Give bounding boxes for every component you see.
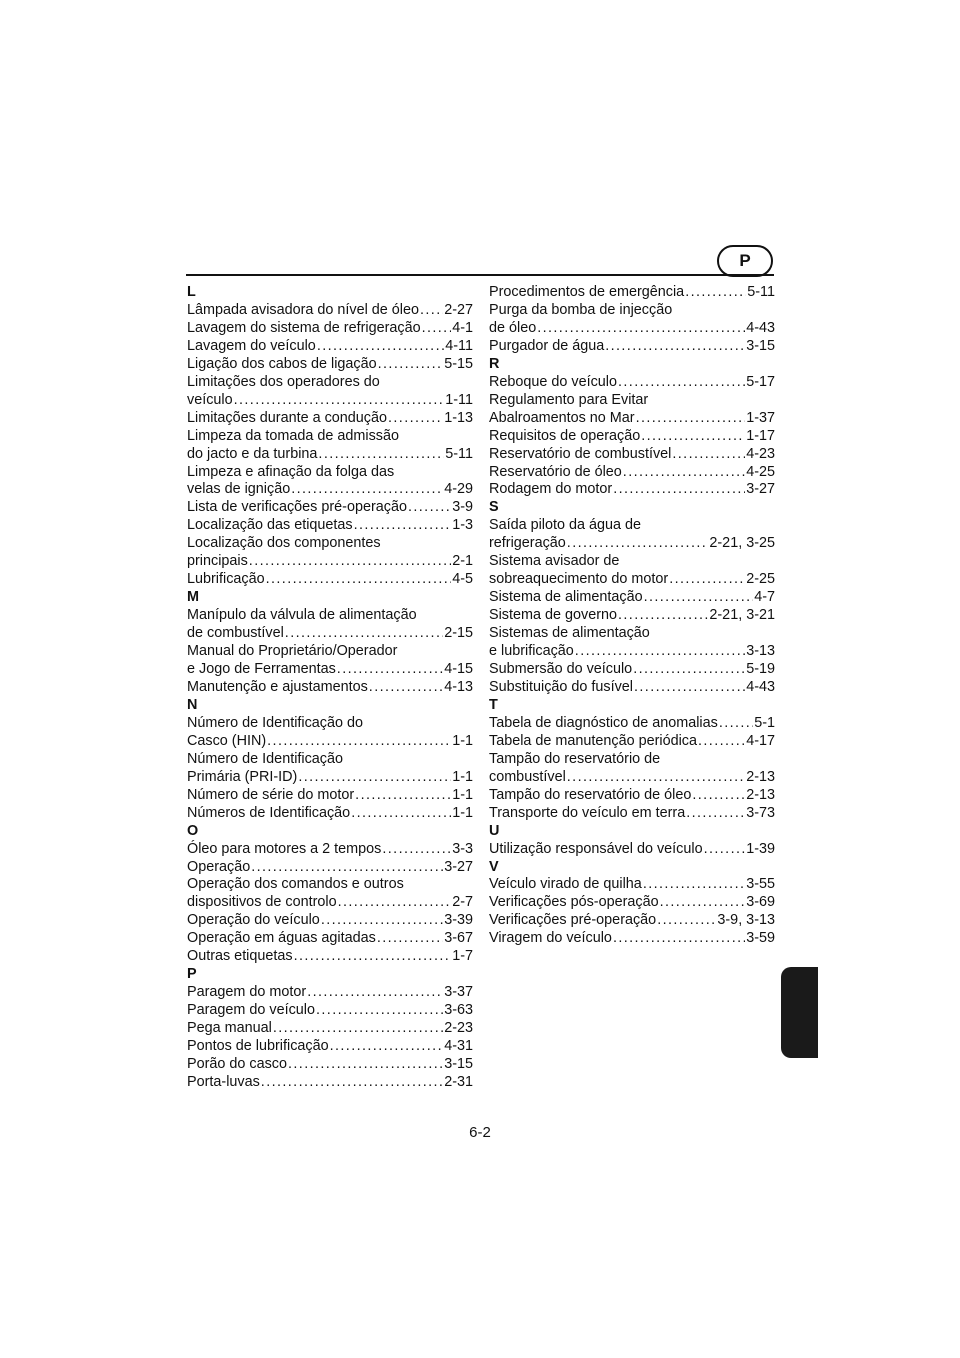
index-entry-text: Lâmpada avisadora do nível de óleo bbox=[187, 301, 420, 318]
index-entry-text: Operação dos comandos e outros bbox=[187, 876, 404, 893]
index-entry-text: Primária (PRI-ID) bbox=[187, 768, 298, 785]
index-entry-text: Outras etiquetas bbox=[187, 948, 293, 965]
index-letter-heading: M bbox=[187, 589, 199, 606]
index-page-ref: 3-27 bbox=[746, 481, 775, 498]
index-page-ref: 4-31 bbox=[444, 1038, 473, 1055]
index-entry bbox=[187, 553, 473, 571]
dot-leader bbox=[318, 446, 444, 464]
index-entry-text: Paragem do veículo bbox=[187, 1002, 315, 1019]
index-page-ref: 3-55 bbox=[746, 876, 775, 893]
index-entry bbox=[187, 733, 473, 751]
index-page-ref: 5-11 bbox=[747, 284, 775, 300]
index-page-ref: 2-15 bbox=[444, 625, 473, 642]
index-page-ref: 4-29 bbox=[444, 481, 473, 498]
index-page-ref: 2-23 bbox=[444, 1020, 473, 1037]
index-page-ref: 3-69 bbox=[746, 894, 775, 911]
dot-leader bbox=[657, 912, 716, 930]
index-entry-text: Utilização responsável do veículo bbox=[489, 840, 703, 857]
index-entry-text: Pega manual bbox=[187, 1020, 272, 1037]
index-entry bbox=[187, 625, 473, 643]
index-entry bbox=[187, 769, 473, 787]
dot-leader bbox=[337, 661, 443, 679]
index-entry bbox=[489, 679, 775, 697]
index-entry bbox=[489, 661, 775, 679]
index-entry-text: Limpeza e afinação da folga das bbox=[187, 463, 395, 480]
index-entry-text: combustível bbox=[489, 768, 566, 785]
index-entry-text: Ligação dos cabos de ligação bbox=[187, 355, 377, 372]
index-page-ref: 3-37 bbox=[444, 984, 473, 1001]
index-entry bbox=[187, 859, 473, 877]
index-page-ref: 4-7 bbox=[754, 589, 775, 606]
index-page-ref: 4-25 bbox=[746, 463, 775, 480]
index-entry-text: Operação bbox=[187, 858, 251, 875]
index-page-ref: 3-59 bbox=[746, 930, 775, 947]
dot-leader bbox=[643, 876, 745, 894]
dot-leader bbox=[321, 912, 443, 930]
index-entry bbox=[489, 787, 775, 805]
index-entry bbox=[489, 446, 775, 464]
index-entry-text: Sistema avisador de bbox=[489, 553, 620, 570]
index-entry-text: Tabela de manutenção periódica bbox=[489, 732, 698, 749]
dot-leader bbox=[567, 535, 709, 553]
index-letter-heading: T bbox=[489, 696, 498, 713]
header-rule bbox=[186, 274, 774, 276]
index-entry-text: Números de Identificação bbox=[187, 804, 351, 821]
index-entry-text: refrigeração bbox=[489, 535, 566, 552]
index-entry bbox=[187, 841, 473, 859]
index-entry bbox=[187, 410, 473, 428]
index-entry-text: Paragem do motor bbox=[187, 984, 307, 1001]
dot-leader bbox=[660, 894, 746, 912]
index-page-ref: 2-21, 3-21 bbox=[709, 607, 775, 624]
index-entry bbox=[187, 948, 473, 966]
index-entry-text: Tabela de diagnóstico de anomalias bbox=[489, 714, 718, 731]
index-letter-heading: P bbox=[187, 966, 197, 983]
dot-leader bbox=[669, 571, 745, 589]
index-entry-text: Manípulo da válvula de alimentação bbox=[187, 607, 417, 624]
index-entry bbox=[489, 769, 775, 787]
index-entry-text: Pontos de lubrificação bbox=[187, 1038, 329, 1055]
index-page-ref: 4-15 bbox=[444, 661, 473, 678]
index-page-ref: 1-3 bbox=[452, 517, 473, 534]
index-entry-text: Reboque do veículo bbox=[489, 373, 618, 390]
dot-leader bbox=[330, 1038, 444, 1056]
index-entry bbox=[489, 876, 775, 894]
language-badge: P bbox=[717, 245, 773, 277]
index-entry bbox=[489, 320, 775, 338]
dot-leader bbox=[685, 284, 746, 302]
dot-leader bbox=[316, 1002, 443, 1020]
index-entry bbox=[489, 733, 775, 751]
dot-leader bbox=[537, 320, 745, 338]
dot-leader bbox=[618, 374, 745, 392]
index-entry bbox=[187, 1038, 473, 1056]
index-entry-text: sobreaquecimento do motor bbox=[489, 571, 669, 588]
index-entry-text: Reservatório de óleo bbox=[489, 463, 622, 480]
index-entry bbox=[489, 535, 775, 553]
index-page-ref: 4-43 bbox=[746, 319, 775, 336]
index-entry-text: Lavagem do veículo bbox=[187, 337, 316, 354]
index-entry-text: Operação em águas agitadas bbox=[187, 930, 376, 947]
index-entry-text: Lavagem do sistema de refrigeração bbox=[187, 319, 421, 336]
index-entry bbox=[187, 517, 473, 535]
index-page-ref: 1-1 bbox=[452, 732, 473, 749]
index-entry-text: Porta-luvas bbox=[187, 1073, 260, 1090]
dot-leader bbox=[369, 679, 443, 697]
index-entry bbox=[489, 284, 775, 302]
dot-leader bbox=[354, 517, 452, 535]
index-page-ref: 4-43 bbox=[746, 678, 775, 695]
dot-leader bbox=[605, 338, 745, 356]
index-page-ref: 2-13 bbox=[746, 768, 775, 785]
index-entry-text: Substituição do fusível bbox=[489, 678, 633, 695]
index-entry-text: Submersão do veículo bbox=[489, 661, 633, 678]
index-entry-text: Sistemas de alimentação bbox=[489, 625, 650, 642]
index-letter-heading: V bbox=[489, 858, 499, 875]
dot-leader bbox=[338, 894, 452, 912]
index-entry bbox=[489, 428, 775, 446]
index-entry-text: Reservatório de combustível bbox=[489, 445, 672, 462]
index-entry bbox=[489, 805, 775, 823]
index-entry bbox=[489, 912, 775, 930]
index-entry bbox=[489, 841, 775, 859]
index-entry-text: Número de série do motor bbox=[187, 786, 355, 803]
index-entry-text: e lubrificação bbox=[489, 643, 574, 660]
index-page-ref: 4-11 bbox=[445, 337, 473, 354]
dot-leader bbox=[567, 769, 745, 787]
index-page-ref: 2-13 bbox=[746, 786, 775, 803]
dot-leader bbox=[288, 1056, 443, 1074]
dot-leader bbox=[317, 338, 444, 356]
index-entry bbox=[489, 715, 775, 733]
dot-leader bbox=[641, 428, 745, 446]
index-entry-text: Purga da bomba de injecção bbox=[489, 301, 673, 318]
dot-leader bbox=[234, 392, 445, 410]
index-page-ref: 5-15 bbox=[444, 355, 473, 372]
index-entry-text: veículo bbox=[187, 391, 233, 408]
index-entry-text: de combustível bbox=[187, 625, 284, 642]
index-entry bbox=[187, 984, 473, 1002]
index-page-ref: 1-11 bbox=[445, 391, 473, 408]
index-entry bbox=[187, 338, 473, 356]
index-entry-text: Porão do casco bbox=[187, 1055, 287, 1072]
index-entry bbox=[187, 356, 473, 374]
index-page-ref: 3-15 bbox=[746, 337, 775, 354]
dot-leader bbox=[377, 930, 443, 948]
index-entry bbox=[489, 894, 775, 912]
dot-leader bbox=[267, 733, 451, 751]
index-entry-text: Procedimentos de emergência bbox=[489, 284, 685, 300]
index-entry-text: principais bbox=[187, 553, 248, 570]
index-page-ref: 2-7 bbox=[452, 894, 473, 911]
index-page-ref: 1-37 bbox=[746, 409, 775, 426]
index-entry-text: Saída piloto da água de bbox=[489, 517, 642, 534]
index-entry-text: Operação do veículo bbox=[187, 912, 320, 929]
dot-leader bbox=[422, 320, 452, 338]
index-entry-text: dispositivos de controlo bbox=[187, 894, 337, 911]
dot-leader bbox=[261, 1074, 443, 1092]
dot-leader bbox=[623, 464, 745, 482]
index-page-ref: 1-7 bbox=[452, 948, 473, 965]
index-entry bbox=[489, 589, 775, 607]
index-entry-text: Lubrificação bbox=[187, 571, 265, 588]
index-entry bbox=[187, 1002, 473, 1020]
index-entry-text: Requisitos de operação bbox=[489, 427, 641, 444]
index-entry-text: Limitações durante a condução bbox=[187, 409, 388, 426]
index-page-ref: 2-31 bbox=[444, 1073, 473, 1090]
index-entry-text: Rodagem do motor bbox=[489, 481, 613, 498]
index-page-ref: 3-3 bbox=[452, 840, 473, 857]
index-letter-heading: R bbox=[489, 355, 500, 372]
index-entry-text: Número de Identificação bbox=[187, 750, 343, 767]
index-entry bbox=[489, 410, 775, 428]
index-entry-text: Tampão do reservatório de óleo bbox=[489, 786, 692, 803]
index-page-ref: 5-19 bbox=[746, 661, 775, 678]
dot-leader bbox=[618, 607, 708, 625]
index-entry bbox=[187, 481, 473, 499]
dot-leader bbox=[273, 1020, 443, 1038]
index-entry bbox=[187, 302, 473, 320]
index-column-left bbox=[187, 284, 473, 1092]
section-thumb-tab bbox=[781, 967, 818, 1058]
index-entry-text: Sistema de governo bbox=[489, 607, 617, 624]
dot-leader bbox=[408, 499, 451, 517]
index-page-ref: 4-23 bbox=[746, 445, 775, 462]
dot-leader bbox=[355, 787, 451, 805]
index-entry-text: e Jogo de Ferramentas bbox=[187, 661, 336, 678]
dot-leader bbox=[613, 930, 745, 948]
index-entry bbox=[489, 374, 775, 392]
index-entry-text: Purgador de água bbox=[489, 337, 605, 354]
index-entry bbox=[489, 481, 775, 499]
index-entry bbox=[187, 894, 473, 912]
index-page-ref: 1-1 bbox=[452, 786, 473, 803]
index-entry-text: Verificações pré-operação bbox=[489, 912, 657, 929]
index-page-ref: 1-39 bbox=[746, 840, 775, 857]
index-entry bbox=[187, 571, 473, 589]
dot-leader bbox=[291, 481, 443, 499]
dot-leader bbox=[613, 481, 745, 499]
index-page-ref: 1-13 bbox=[444, 409, 473, 426]
dot-leader bbox=[698, 733, 745, 751]
dot-leader bbox=[249, 553, 451, 571]
index-page-ref: 1-17 bbox=[746, 427, 775, 444]
index-entry-text: Tampão do reservatório de bbox=[489, 750, 661, 767]
index-page-ref: 4-13 bbox=[444, 678, 473, 695]
index-entry-text: Localização das etiquetas bbox=[187, 517, 353, 534]
index-letter-heading: U bbox=[489, 822, 500, 839]
index-entry bbox=[187, 930, 473, 948]
index-page-ref: 5-17 bbox=[746, 373, 775, 390]
dot-leader bbox=[672, 446, 745, 464]
index-entry bbox=[489, 607, 775, 625]
index-page-ref: 2-25 bbox=[746, 571, 775, 588]
dot-leader bbox=[704, 841, 746, 859]
dot-leader bbox=[294, 948, 452, 966]
index-entry-text: Verificações pós-operação bbox=[489, 894, 659, 911]
index-page-ref: 5-11 bbox=[445, 445, 473, 462]
index-page-ref: 2-21, 3-25 bbox=[709, 535, 775, 552]
index-entry-text: Lista de verificações pré-operação bbox=[187, 499, 407, 516]
index-entry bbox=[187, 679, 473, 697]
dot-leader bbox=[686, 805, 745, 823]
index-entry bbox=[489, 643, 775, 661]
index-page-ref: 1-1 bbox=[452, 804, 473, 821]
dot-leader bbox=[307, 984, 443, 1002]
index-entry bbox=[489, 464, 775, 482]
index-entry bbox=[187, 661, 473, 679]
dot-leader bbox=[633, 661, 745, 679]
index-entry-text: Localização dos componentes bbox=[187, 535, 381, 552]
index-page-ref: 3-9 bbox=[452, 499, 473, 516]
dot-leader bbox=[575, 643, 745, 661]
dot-leader bbox=[382, 841, 451, 859]
index-page-ref: 3-67 bbox=[444, 930, 473, 947]
index-page-ref: 4-5 bbox=[452, 571, 473, 588]
index-letter-heading: O bbox=[187, 822, 199, 839]
dot-leader bbox=[644, 589, 754, 607]
index-entry bbox=[187, 446, 473, 464]
index-letter-heading: N bbox=[187, 696, 198, 713]
index-entry-text: Veículo virado de quilha bbox=[489, 876, 642, 893]
index-letter-heading: L bbox=[187, 284, 196, 300]
dot-leader bbox=[388, 410, 443, 428]
dot-leader bbox=[692, 787, 745, 805]
index-entry bbox=[489, 338, 775, 356]
index-entry bbox=[187, 1074, 473, 1092]
index-column-right bbox=[489, 284, 775, 948]
index-entry bbox=[187, 320, 473, 338]
index-entry bbox=[187, 1056, 473, 1074]
index-entry-text: Manual do Proprietário/Operador bbox=[187, 643, 398, 660]
index-entry-text: do jacto e da turbina bbox=[187, 445, 318, 462]
dot-leader bbox=[420, 302, 443, 320]
dot-leader bbox=[351, 805, 451, 823]
index-page-ref: 3-39 bbox=[444, 912, 473, 929]
dot-leader bbox=[298, 769, 451, 787]
dot-leader bbox=[634, 679, 745, 697]
dot-leader bbox=[719, 715, 753, 733]
dot-leader bbox=[285, 625, 443, 643]
index-page-ref: 4-17 bbox=[746, 732, 775, 749]
index-entry-text: Sistema de alimentação bbox=[489, 589, 643, 606]
index-page-ref: 3-13 bbox=[746, 643, 775, 660]
index-page-ref: 5-1 bbox=[754, 714, 775, 731]
dot-leader bbox=[251, 859, 443, 877]
index-entry bbox=[187, 912, 473, 930]
index-entry bbox=[187, 1020, 473, 1038]
index-entry-text: Regulamento para Evitar bbox=[489, 391, 649, 408]
index-page-ref: 3-63 bbox=[444, 1002, 473, 1019]
index-page-ref: 3-73 bbox=[746, 804, 775, 821]
dot-leader bbox=[266, 571, 452, 589]
index-entry bbox=[187, 392, 473, 410]
index-page-ref: 4-1 bbox=[452, 319, 473, 336]
index-entry-text: Número de Identificação do bbox=[187, 714, 363, 731]
index-entry-text: Abalroamentos no Mar bbox=[489, 409, 635, 426]
index-page-ref: 3-27 bbox=[444, 858, 473, 875]
index-entry bbox=[489, 571, 775, 589]
index-entry bbox=[187, 787, 473, 805]
index-entry-text: velas de ignição bbox=[187, 481, 291, 498]
index-letter-heading: S bbox=[489, 499, 499, 516]
index-entry bbox=[187, 805, 473, 823]
index-entry bbox=[489, 930, 775, 948]
index-page-ref: 3-15 bbox=[444, 1055, 473, 1072]
index-entry-text: Casco (HIN) bbox=[187, 732, 267, 749]
index-page-ref: 2-1 bbox=[452, 553, 473, 570]
index-page-ref: 1-1 bbox=[452, 768, 473, 785]
index-entry-text: Limpeza da tomada de admissão bbox=[187, 427, 399, 444]
index-entry-text: Viragem do veículo bbox=[489, 930, 612, 947]
index-entry bbox=[187, 499, 473, 517]
page-number: 6-2 bbox=[469, 1124, 491, 1141]
index-entry-text: Transporte do veículo em terra bbox=[489, 804, 686, 821]
index-entry-text: Óleo para motores a 2 tempos bbox=[187, 840, 382, 857]
index-entry-text: de óleo bbox=[489, 319, 537, 336]
index-entry-text: Limitações dos operadores do bbox=[187, 373, 380, 390]
index-page-ref: 2-27 bbox=[444, 301, 473, 318]
index-page-ref: 3-9, 3-13 bbox=[717, 912, 775, 929]
dot-leader bbox=[636, 410, 746, 428]
index-entry-text: Manutenção e ajustamentos bbox=[187, 678, 368, 695]
dot-leader bbox=[378, 356, 444, 374]
